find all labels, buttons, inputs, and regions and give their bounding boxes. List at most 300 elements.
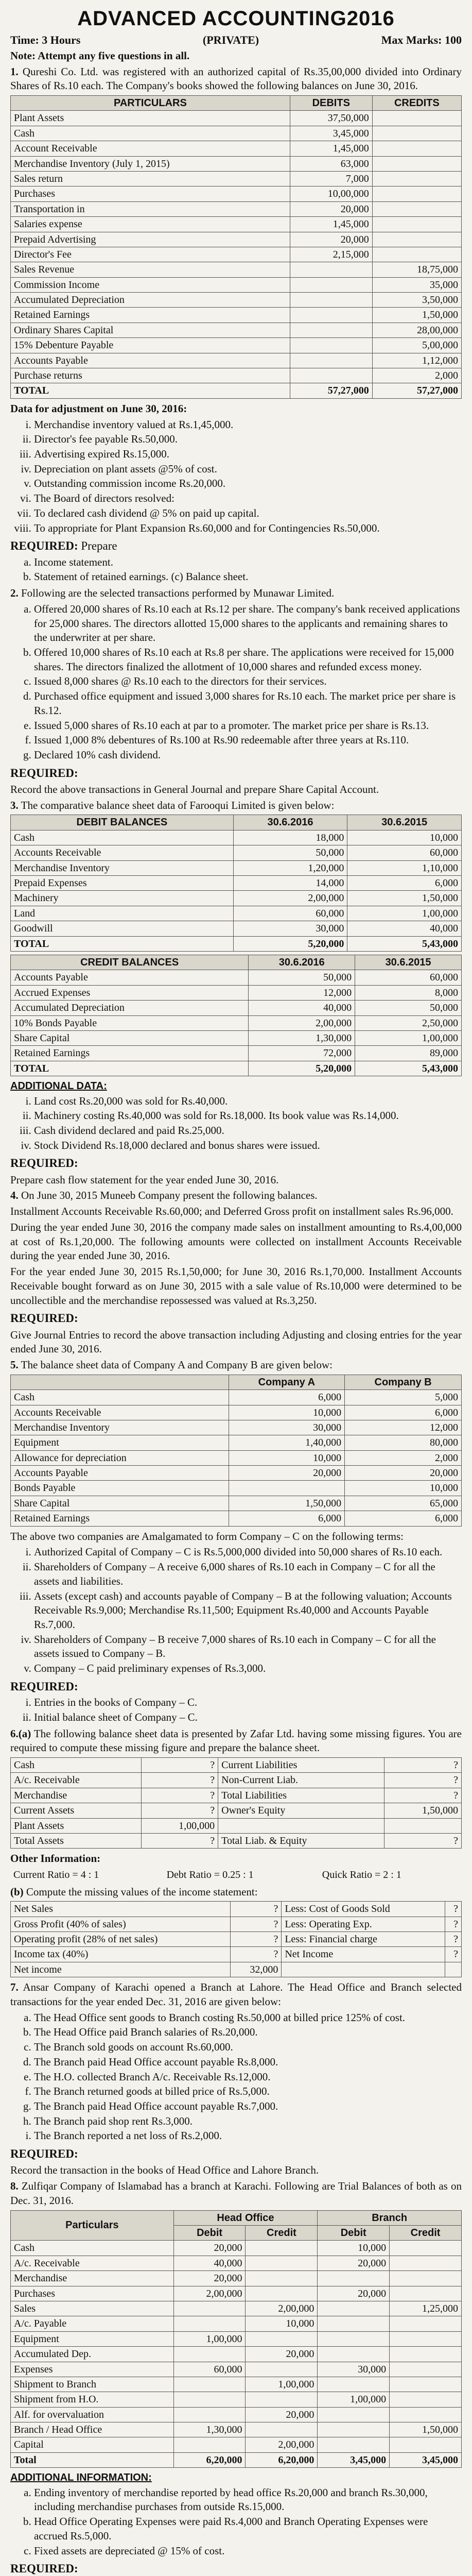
- list-item: b. Offered 10,000 shares of Rs.10 each at Rs.8 per share. The applications were received for 15,000 shares. The directors finalized the allotment of 10,000 shares and refunded excess money.: [34, 646, 462, 674]
- list-item: a. Income statement.: [34, 555, 462, 570]
- table-row: [11, 891, 462, 906]
- table-cell: 32,000: [231, 1962, 282, 1977]
- table-cell: Current Liabilities: [218, 1758, 384, 1773]
- table-cell: Accumulated Depreciation: [11, 1001, 249, 1015]
- table-body: [11, 1902, 462, 1977]
- table-cell: Cash: [11, 126, 290, 141]
- list-item: g. Declared 10% cash dividend.: [34, 748, 462, 762]
- col-header: Company B: [345, 1375, 462, 1389]
- table-cell: 5,00,000: [372, 338, 461, 353]
- table-cell: 3,50,000: [372, 293, 461, 308]
- table-cell: Machinery: [11, 891, 234, 906]
- table-cell: ?: [141, 1758, 218, 1773]
- table-cell: ?: [384, 1834, 462, 1849]
- list-item: v. Company – C paid preliminary expenses of Rs.3,000.: [34, 1662, 462, 1676]
- table-cell: Shipment from H.O.: [11, 2392, 174, 2407]
- table-row: [11, 126, 462, 141]
- table-cell: TOTAL: [11, 936, 234, 951]
- table-cell: 1,00,000: [246, 2377, 318, 2392]
- q5-para-2: The above two companies are Amalgamated to form Company – C on the following terms:: [10, 1530, 404, 1543]
- table-cell: Plant Assets: [11, 1818, 142, 1833]
- col-header: 30.6.2015: [355, 955, 462, 970]
- table-cell: [218, 1818, 384, 1833]
- table-cell: [390, 2377, 462, 2392]
- table-row: [11, 906, 462, 921]
- table-cell: 6,000: [345, 1405, 462, 1420]
- q4-para-4: For the year ended June 30, 2015 Rs.1,50,000; for June 30, 2016 Rs.1,70,000. Installment Accounts Receivable bought forward as on June 30, 2015 with a sale value of Rs.10,000 were determined to be uncollectible and the merchandise repossessed was valued at Rs.3,250.: [10, 1265, 462, 1307]
- table-cell: 20,000: [173, 2271, 246, 2286]
- col-header: Branch: [318, 2210, 462, 2225]
- table-cell: [290, 368, 372, 383]
- table-cell: Share Capital: [11, 1030, 249, 1045]
- table-cell: [290, 293, 372, 308]
- table-row: [11, 1046, 462, 1061]
- table-cell: ?: [445, 1902, 461, 1917]
- table-row: [11, 201, 462, 216]
- list-item: vi. The Board of directors resolved:: [34, 492, 462, 506]
- table-row: [11, 1405, 462, 1420]
- table-cell: 10% Bonds Payable: [11, 1015, 249, 1030]
- table-cell: Purchases: [11, 2286, 174, 2301]
- table-cell: [173, 2377, 246, 2392]
- q3-credit-table: [10, 955, 462, 1076]
- list-item: ii. Director's fee payable Rs.50,000.: [34, 432, 462, 447]
- table-cell: Allowance for depreciation: [11, 1450, 229, 1465]
- table-cell: 1,12,000: [372, 353, 461, 368]
- table-cell: Merchandise Inventory: [11, 1420, 229, 1435]
- table-row: [11, 2301, 462, 2316]
- col-header: Particulars: [11, 2210, 174, 2241]
- table-cell: ?: [445, 1932, 461, 1947]
- table-cell: [246, 2362, 318, 2377]
- table-cell: Equipment: [11, 1435, 229, 1450]
- table-row: [11, 1481, 462, 1496]
- table-cell: Cash: [11, 2241, 174, 2256]
- table-cell: Merchandise: [11, 2271, 174, 2286]
- q4-para-3: During the year ended June 30, 2016 the company made sales on installment amounting to Rs.4,00,000 at cost of Rs.1,20,000. The following amounts were collected on installment Accounts Receivable during the year ended June 30, 2016.: [10, 1221, 462, 1262]
- table-cell: ?: [445, 1947, 461, 1962]
- table-cell: 3,45,000: [318, 2452, 390, 2467]
- table-cell: 1,00,000: [355, 1030, 462, 1045]
- q1-adjustments-list: [10, 418, 462, 536]
- list-item: d. The Branch paid Head Office account payable Rs.8,000.: [34, 2055, 462, 2070]
- q2-required: REQUIRED:: [10, 766, 78, 779]
- table-cell: [173, 2437, 246, 2452]
- col-header: CREDIT BALANCES: [11, 955, 249, 970]
- q7-transactions-list: [10, 2011, 462, 2143]
- table-row: [11, 1962, 462, 1977]
- q2-transactions-list: [10, 602, 462, 762]
- table-cell: Less: Cost of Goods Sold: [282, 1902, 445, 1917]
- col-header: DEBITS: [290, 95, 372, 110]
- table-cell: TOTAL: [11, 1061, 249, 1076]
- table-cell: 1,10,000: [347, 860, 462, 875]
- table-cell: 20,000: [229, 1466, 345, 1481]
- table-cell: 65,000: [345, 1496, 462, 1511]
- table-row: [11, 2437, 462, 2452]
- table-cell: 50,000: [233, 845, 347, 860]
- table-cell: [390, 2271, 462, 2286]
- table-row: [11, 2422, 462, 2437]
- table-cell: [173, 2392, 246, 2407]
- q1-required-list: [10, 555, 462, 584]
- table-row: [11, 2377, 462, 2392]
- q5-required-list: [10, 1696, 462, 1724]
- table-cell: Accumulated Dep.: [11, 2347, 174, 2362]
- table-body: [11, 1390, 462, 1527]
- q1-required: REQUIRED: Prepare: [10, 539, 117, 553]
- table-cell: 6,000: [347, 876, 462, 891]
- table-cell: 5,43,000: [355, 1061, 462, 1076]
- list-item: ii. Shareholders of Company – A receive 6,000 shares of Rs.10 each in Company – C for all the assets and liabilities.: [34, 1560, 462, 1588]
- list-item: v. Outstanding commission income Rs.20,000.: [34, 477, 462, 491]
- table-row: [11, 985, 462, 1000]
- sub-header: Credit: [246, 2226, 318, 2241]
- table-row: [11, 141, 462, 156]
- table-cell: 1,50,000: [384, 1803, 462, 1818]
- col-header: DEBIT BALANCES: [11, 815, 234, 830]
- table-row: [11, 293, 462, 308]
- col-header: 30.6.2015: [347, 815, 462, 830]
- table-cell: [173, 2316, 246, 2331]
- table-cell: [318, 2347, 390, 2362]
- total-row: [11, 1061, 462, 1076]
- table-cell: ?: [384, 1773, 462, 1788]
- table-cell: [173, 2407, 246, 2422]
- table-row: [11, 970, 462, 985]
- table-cell: 30,000: [229, 1420, 345, 1435]
- table-cell: [445, 1962, 461, 1977]
- q6b-income-table: [10, 1901, 462, 1977]
- table-cell: 6,20,000: [173, 2452, 246, 2467]
- table-cell: 57,27,000: [372, 383, 461, 398]
- table-cell: 1,30,000: [173, 2422, 246, 2437]
- table-cell: Retained Earnings: [11, 308, 290, 323]
- table-row: [11, 2316, 462, 2331]
- table-row: [11, 323, 462, 337]
- table-cell: 1,20,000: [233, 860, 347, 875]
- table-cell: Goodwill: [11, 921, 234, 936]
- table-cell: 20,000: [173, 2241, 246, 2256]
- table-cell: ?: [384, 1758, 462, 1773]
- table-cell: Sales Revenue: [11, 262, 290, 277]
- table-cell: [318, 2377, 390, 2392]
- table-cell: 1,45,000: [290, 217, 372, 232]
- table-cell: Accumulated Depreciation: [11, 293, 290, 308]
- table-cell: Accounts Receivable: [11, 845, 234, 860]
- sub-header: Debit: [173, 2226, 246, 2241]
- table-cell: 20,000: [318, 2286, 390, 2301]
- list-item: c. Issued 8,000 shares @ Rs.10 each to the directors for their services.: [34, 674, 462, 689]
- table-row: [11, 876, 462, 891]
- table-row: [11, 338, 462, 353]
- table-cell: 40,000: [249, 1001, 355, 1015]
- table-cell: [318, 2331, 390, 2346]
- table-cell: Capital: [11, 2437, 174, 2452]
- table-cell: 60,000: [173, 2362, 246, 2377]
- table-cell: Accounts Receivable: [11, 1405, 229, 1420]
- table-cell: Less: Operating Exp.: [282, 1917, 445, 1931]
- q6-ratios: [10, 1868, 462, 1882]
- table-cell: Director's Fee: [11, 247, 290, 262]
- table-row: [11, 1030, 462, 1045]
- table-row: [11, 277, 462, 292]
- table-cell: ?: [231, 1947, 282, 1962]
- table-row: [11, 2271, 462, 2286]
- table-row: [11, 368, 462, 383]
- table-row: [11, 1818, 462, 1833]
- table-cell: [318, 2437, 390, 2452]
- table-cell: 2,00,000: [246, 2437, 318, 2452]
- table-row: [11, 2392, 462, 2407]
- col-header: 30.6.2016: [233, 815, 347, 830]
- table-cell: [282, 1962, 445, 1977]
- q7-intro: 7. Ansar Company of Karachi opened a Branch at Lahore. The Head Office and Branch selected transactions for the year ended Dec. 31, 2016 are given below:: [10, 1981, 462, 2008]
- list-item: a. Offered 20,000 shares of Rs.10 each at Rs.12 per share. The company's bank received applications for 25,000 shares. The directors allotted 15,000 shares to the applicants and remaining shares to the underwriter at per share.: [34, 602, 462, 645]
- table-cell: Cash: [11, 830, 234, 845]
- table-cell: 6,000: [229, 1511, 345, 1526]
- table-cell: Accrued Expenses: [11, 985, 249, 1000]
- q8-additional-title: ADDITIONAL INFORMATION:: [10, 2472, 152, 2484]
- list-item: i. Authorized Capital of Company – C is Rs.5,000,000 divided into 50,000 shares of Rs.10 each.: [34, 1545, 462, 1560]
- table-cell: [173, 2301, 246, 2316]
- table-cell: 20,000: [345, 1466, 462, 1481]
- table-cell: Account Receivable: [11, 141, 290, 156]
- table-row: [11, 156, 462, 171]
- table-cell: 50,000: [249, 970, 355, 985]
- table-cell: 3,45,000: [390, 2452, 462, 2467]
- table-row: [11, 247, 462, 262]
- table-cell: [390, 2316, 462, 2331]
- table-cell: [246, 2241, 318, 2256]
- list-item: e. Issued 5,000 shares of Rs.10 each at par to a promoter. The market price per share is Rs.13.: [34, 719, 462, 733]
- table-cell: 89,000: [355, 1046, 462, 1061]
- table-cell: [246, 2422, 318, 2437]
- table-cell: Cash: [11, 1390, 229, 1405]
- table-cell: Total Liabilities: [218, 1788, 384, 1803]
- table-cell: Purchase returns: [11, 368, 290, 383]
- list-item: iii. Cash dividend declared and paid Rs.25,000.: [34, 1124, 462, 1138]
- table-row: [11, 1420, 462, 1435]
- list-item: i. Merchandise inventory valued at Rs.1,45,000.: [34, 418, 462, 432]
- table-cell: Cash: [11, 1758, 142, 1773]
- table-cell: Non-Current Liab.: [218, 1773, 384, 1788]
- q4-required-text: Give Journal Entries to record the above transaction including Adjusting and closing entries for the year ended June 30, 2016.: [10, 1328, 462, 1355]
- exam-meta: [10, 32, 462, 47]
- table-cell: Net Sales: [11, 1902, 231, 1917]
- table-cell: 10,000: [347, 830, 462, 845]
- table-cell: [246, 2392, 318, 2407]
- table-cell: [318, 2301, 390, 2316]
- table-cell: 5,000: [345, 1390, 462, 1405]
- q5-intro: 5. The balance sheet data of Company A and Company B are given below:: [10, 1359, 333, 1371]
- table-cell: [290, 308, 372, 323]
- table-cell: 1,45,000: [290, 141, 372, 156]
- table-cell: Accounts Payable: [11, 970, 249, 985]
- table-body: [11, 111, 462, 398]
- q8-intro: 8. Zulfiqar Company of Islamabad has a branch at Karachi. Following are Trial Balances of both as on Dec. 31, 2016.: [10, 2180, 462, 2207]
- list-item: iii. Advertising expired Rs.15,000.: [34, 447, 462, 462]
- q3-additional-title: ADDITIONAL DATA:: [10, 1080, 107, 1092]
- table-body: [11, 970, 462, 1076]
- q8-additional-list: [10, 2486, 462, 2558]
- table-cell: 10,000: [246, 2316, 318, 2331]
- table-cell: ?: [384, 1788, 462, 1803]
- table-cell: 2,00,000: [173, 2286, 246, 2301]
- table-cell: Total Liab. & Equity: [218, 1834, 384, 1849]
- q5-required: REQUIRED:: [10, 1680, 78, 1693]
- list-item: b. Head Office Operating Expenses were paid Rs.4,000 and Branch Operating Expenses were accrued Rs.5,000.: [34, 2515, 462, 2543]
- table-row: [11, 171, 462, 186]
- table-cell: 7,000: [290, 171, 372, 186]
- table-row: [11, 830, 462, 845]
- table-cell: [290, 353, 372, 368]
- table-row: [11, 308, 462, 323]
- table-cell: [390, 2347, 462, 2362]
- table-cell: Total Assets: [11, 1834, 142, 1849]
- table-cell: 50,000: [355, 1001, 462, 1015]
- table-cell: 1,00,000: [318, 2392, 390, 2407]
- table-cell: 72,000: [249, 1046, 355, 1061]
- table-cell: [372, 247, 461, 262]
- table-cell: [390, 2362, 462, 2377]
- table-cell: Merchandise Inventory: [11, 860, 234, 875]
- table-row: [11, 1435, 462, 1450]
- list-item: iv. Stock Dividend Rs.18,000 declared and bonus shares were issued.: [34, 1139, 462, 1153]
- exam-note: Note: Attempt any five questions in all.: [10, 49, 190, 62]
- table-cell: [372, 111, 461, 126]
- col-header: [11, 1375, 229, 1389]
- table-cell: [372, 156, 461, 171]
- table-row: [11, 1466, 462, 1481]
- list-item: e. The H.O. collected Branch A/c. Receivable Rs.12,000.: [34, 2070, 462, 2084]
- table-row: [11, 1390, 462, 1405]
- table-cell: ?: [141, 1773, 218, 1788]
- table-cell: Retained Earnings: [11, 1511, 229, 1526]
- list-item: f. Issued 1,000 8% debentures of Rs.100 at Rs.90 redeemable after three years at Rs.110.: [34, 733, 462, 748]
- table-cell: 5,43,000: [347, 936, 462, 951]
- q3-additional-list: [10, 1094, 462, 1153]
- q4-para-2: Installment Accounts Receivable Rs.60,000; and Deferred Gross profit on installment sales Rs.96,000.: [10, 1205, 453, 1218]
- table-cell: [384, 1818, 462, 1833]
- table-row: [11, 1496, 462, 1511]
- table-cell: Prepaid Expenses: [11, 876, 234, 891]
- table-cell: 10,000: [345, 1481, 462, 1496]
- table-row: [11, 921, 462, 936]
- table-cell: Retained Earnings: [11, 1046, 249, 1061]
- table-cell: A/c. Receivable: [11, 2256, 174, 2270]
- table-cell: 15% Debenture Payable: [11, 338, 290, 353]
- table-cell: A/c. Payable: [11, 2316, 174, 2331]
- list-item: a. The Head Office sent goods to Branch costing Rs.50,000 at billed price 125% of cost.: [34, 2011, 462, 2025]
- table-cell: 20,000: [318, 2256, 390, 2270]
- table-cell: [318, 2407, 390, 2422]
- ratio: Current Ratio = 4 : 1: [13, 1869, 99, 1881]
- table-cell: [246, 2286, 318, 2301]
- table-cell: Less: Financial charge: [282, 1932, 445, 1947]
- table-cell: 1,40,000: [229, 1435, 345, 1450]
- table-cell: 60,000: [355, 970, 462, 985]
- list-item: iv. Shareholders of Company – B receive 7,000 shares of Rs.10 each in Company – C for all the assets issued to Company – B.: [34, 1633, 462, 1661]
- table-cell: Accounts Payable: [11, 353, 290, 368]
- table-cell: Alf. for overvaluation: [11, 2407, 174, 2422]
- table-cell: 10,000: [229, 1450, 345, 1465]
- q3-required: REQUIRED:: [10, 1157, 78, 1170]
- table-cell: 20,000: [246, 2347, 318, 2362]
- q8-trial-balance: [10, 2210, 462, 2468]
- sub-header: Debit: [318, 2226, 390, 2241]
- q7-required: REQUIRED:: [10, 2147, 78, 2161]
- total-row: [11, 383, 462, 398]
- table-cell: [372, 171, 461, 186]
- table-cell: 2,50,000: [355, 1015, 462, 1030]
- col-header: Company A: [229, 1375, 345, 1389]
- table-row: [11, 2256, 462, 2270]
- table-cell: 40,000: [347, 921, 462, 936]
- table-cell: 1,00,000: [173, 2331, 246, 2346]
- table-cell: 10,000: [229, 1405, 345, 1420]
- table-cell: [390, 2437, 462, 2452]
- list-item: b. Statement of retained earnings. (c) Balance sheet.: [34, 570, 462, 584]
- table-cell: 80,000: [345, 1435, 462, 1450]
- table-cell: 10,00,000: [290, 187, 372, 201]
- list-item: ii. Machinery costing Rs.40,000 was sold for Rs.18,000. Its book value was Rs.14,000.: [34, 1109, 462, 1123]
- table-row: [11, 232, 462, 247]
- q2-required-text: Record the above transactions in General Journal and prepare Share Capital Account.: [10, 783, 379, 796]
- col-header: 30.6.2016: [249, 955, 355, 970]
- table-cell: [290, 262, 372, 277]
- table-cell: 20,000: [246, 2407, 318, 2422]
- table-cell: 2,00,000: [233, 891, 347, 906]
- table-cell: [290, 277, 372, 292]
- sub-header: Credit: [390, 2226, 462, 2241]
- marks-label: Max Marks: 100: [381, 33, 462, 46]
- table-cell: 12,000: [249, 985, 355, 1000]
- table-cell: Sales return: [11, 171, 290, 186]
- list-item: a. Ending inventory of merchandise reported by head office Rs.20,000 and branch Rs.30,000, including merchandise purchases from outside Rs.15,000.: [34, 2486, 462, 2514]
- col-header: PARTICULARS: [11, 95, 290, 110]
- table-cell: [290, 323, 372, 337]
- table-cell: A/c. Receivable: [11, 1773, 142, 1788]
- table-cell: 6,20,000: [246, 2452, 318, 2467]
- list-item: i. Entries in the books of Company – C.: [34, 1696, 462, 1710]
- list-item: g. The Branch paid Head Office account payable Rs.7,000.: [34, 2099, 462, 2114]
- table-cell: [372, 201, 461, 216]
- table-cell: 5,20,000: [233, 936, 347, 951]
- table-cell: [372, 126, 461, 141]
- list-item: b. The Head Office paid Branch salaries of Rs.20,000.: [34, 2025, 462, 2040]
- table-cell: 35,000: [372, 277, 461, 292]
- table-cell: 37,50,000: [290, 111, 372, 126]
- table-cell: Expenses: [11, 2362, 174, 2377]
- table-row: [11, 1511, 462, 1526]
- total-row: [11, 2452, 462, 2467]
- table-cell: 1,50,000: [390, 2422, 462, 2437]
- table-cell: Net income: [11, 1962, 231, 1977]
- q7-required-text: Record the transaction in the books of Head Office and Lahore Branch.: [10, 2164, 319, 2177]
- table-cell: Transportation in: [11, 201, 290, 216]
- table-cell: [390, 2407, 462, 2422]
- list-item: iii. Assets (except cash) and accounts payable of Company – B at the following valuation; Accounts Receivable Rs.9,000; Merchandise Rs.11,500; Equipment Rs.40,000 and Accounts Payable Rs.7,000.: [34, 1589, 462, 1632]
- table-row: [11, 1917, 462, 1931]
- table-cell: [318, 2271, 390, 2286]
- table-row: [11, 845, 462, 860]
- table-cell: 2,000: [345, 1450, 462, 1465]
- table-cell: Shipment to Branch: [11, 2377, 174, 2392]
- table-cell: Total: [11, 2452, 174, 2467]
- table-cell: [390, 2256, 462, 2270]
- table-cell: ?: [141, 1788, 218, 1803]
